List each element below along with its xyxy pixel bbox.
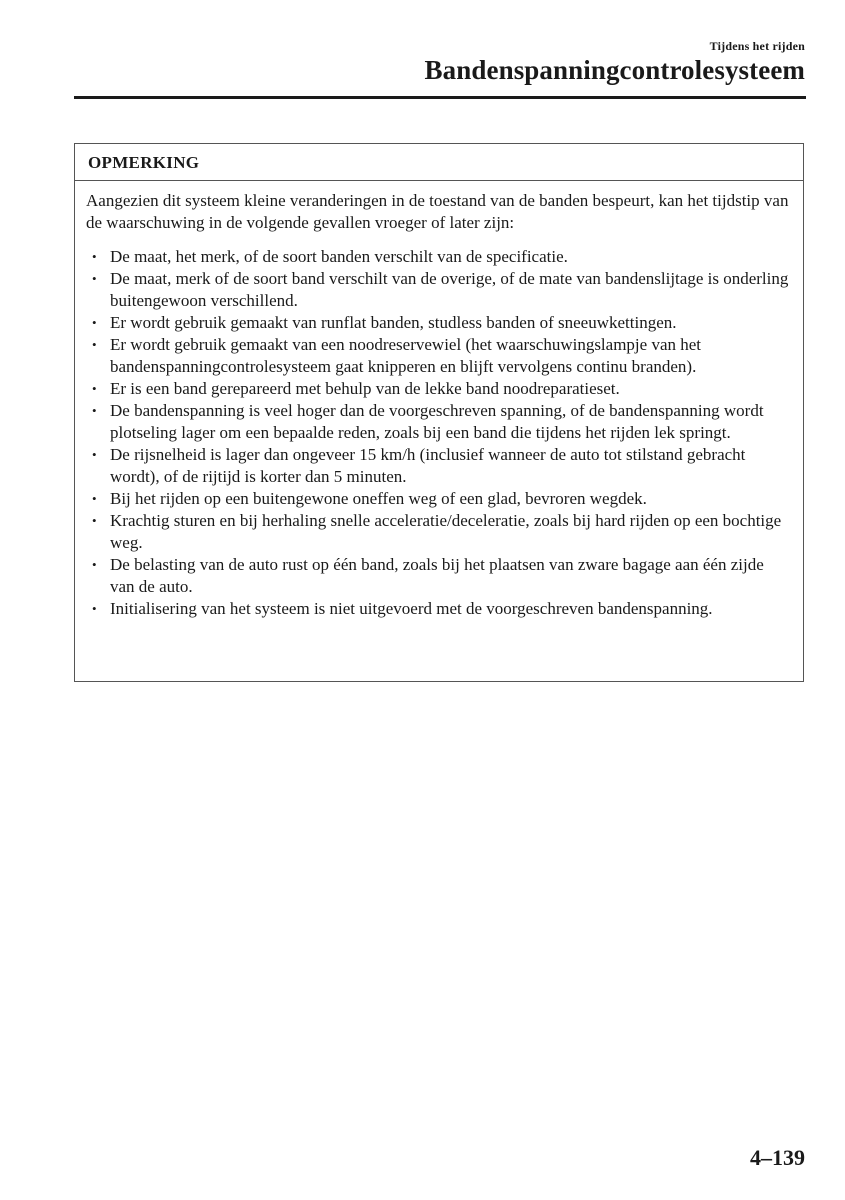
list-item [86,268,791,312]
bullet-icon: • [92,249,97,264]
bullet-icon: • [92,557,97,572]
list-item-text: Er wordt gebruik gemaakt van runflat banden, studless banden of sneeuwkettingen. [110,313,677,332]
bullet-icon: • [92,513,97,528]
list-item-text: Er wordt gebruik gemaakt van een noodreservewiel (het waarschuwingslampje van het bandenspanningcontrolesysteem gaat knipperen en blijft vervolgens continu branden). [110,335,702,376]
list-item [86,246,791,268]
bullet-icon: • [92,447,97,462]
note-body [75,181,803,620]
header-rule [74,96,806,99]
list-item [86,444,791,488]
list-item-text: Er is een band gerepareerd met behulp van de lekke band noodreparatieset. [110,379,620,398]
bullet-icon: • [92,271,97,286]
note-box [74,143,804,682]
bullet-icon: • [92,601,97,616]
note-heading: OPMERKING [75,144,803,181]
list-item-text: De maat, merk of de soort band verschilt van de overige, of de mate van bandenslijtage is onderling buitengewoon verschillend. [110,269,789,310]
bullet-icon: • [92,491,97,506]
list-item-text: De maat, het merk, of de soort banden verschilt van de specificatie. [110,247,568,266]
list-item [86,334,791,378]
list-item-text: Initialisering van het systeem is niet uitgevoerd met de voorgeschreven bandenspanning. [110,599,713,618]
list-item-text: Bij het rijden op een buitengewone oneffen weg of een glad, bevroren wegdek. [110,489,647,508]
section-label: Tijdens het rijden [709,39,805,53]
page-title: Bandenspanningcontrolesysteem [424,55,805,85]
list-item-text: De bandenspanning is veel hoger dan de voorgeschreven spanning, of de bandenspanning wordt plotseling lager om een bepaalde reden, zoals bij een band die tijdens het rijden lek springt. [110,401,764,442]
list-item [86,598,791,620]
bullet-icon: • [92,381,97,396]
list-item [86,312,791,334]
list-item [86,400,791,444]
list-item [86,378,791,400]
bullet-icon: • [92,337,97,352]
bullet-icon: • [92,315,97,330]
list-item-text: De rijsnelheid is lager dan ongeveer 15 km/h (inclusief wanneer de auto tot stilstand gebracht wordt), of de rijtijd is korter dan 5 minuten. [110,445,746,486]
page-number: 4–139 [750,1145,805,1170]
list-item [86,554,791,598]
list-item-text: Krachtig sturen en bij herhaling snelle acceleratie/deceleratie, zoals bij hard rijden op een bochtige weg. [110,511,782,552]
note-list [86,246,791,620]
list-item-text: De belasting van de auto rust op één band, zoals bij het plaatsen van zware bagage aan één zijde van de auto. [110,555,764,596]
list-item [86,510,791,554]
list-item [86,488,791,510]
note-intro: Aangezien dit systeem kleine veranderingen in de toestand van de banden bespeurt, kan het tijdstip van de waarschuwing in de volgende gevallen vroeger of later zijn: [86,191,789,232]
bullet-icon: • [92,403,97,418]
